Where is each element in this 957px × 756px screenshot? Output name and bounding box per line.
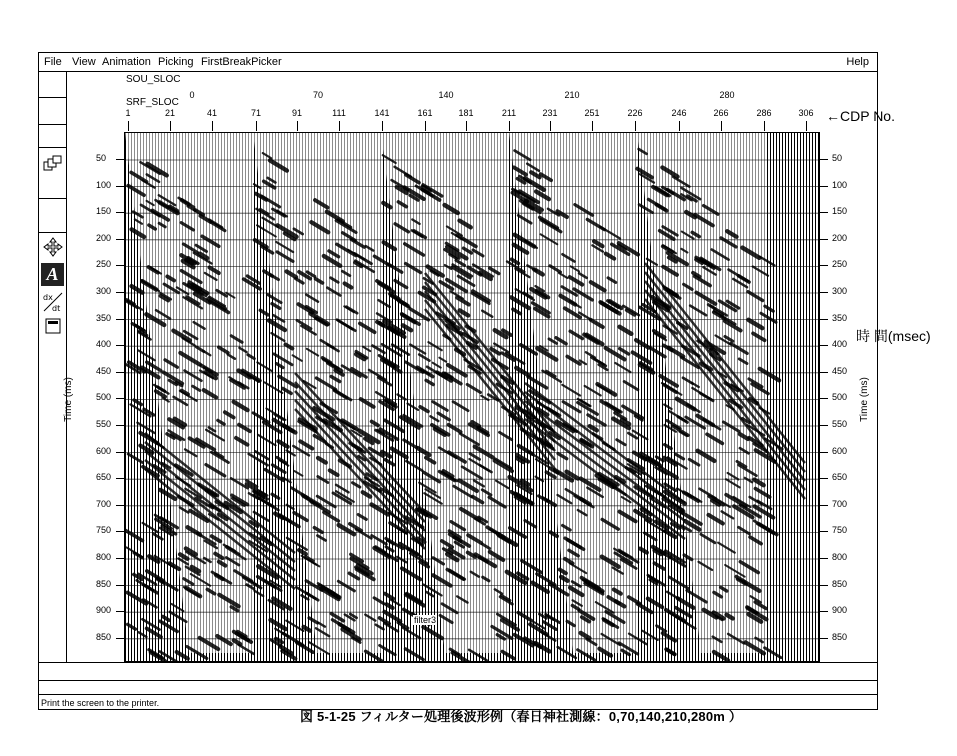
right-tick-mark xyxy=(820,239,828,240)
right-time-tick: 250 xyxy=(832,259,848,270)
left-tick-mark xyxy=(116,319,124,320)
srf-tick-mark xyxy=(339,121,340,131)
wavelet-mark xyxy=(714,652,728,661)
right-axis-title-wrap xyxy=(858,377,878,422)
wavelet-mark xyxy=(765,306,773,311)
right-tick-mark xyxy=(820,611,828,612)
menu-help[interactable]: Help xyxy=(846,56,869,68)
wavelet-mark xyxy=(172,604,184,611)
left-tick-mark xyxy=(116,292,124,293)
wavelet-mark xyxy=(265,382,283,393)
left-tick-mark xyxy=(116,425,124,426)
left-time-tick: 300 xyxy=(96,286,112,296)
wavelet-mark xyxy=(272,465,285,473)
sou-tick-label: 70 xyxy=(312,90,324,100)
srf-tick-label: 251 xyxy=(584,108,600,118)
right-time-tick: 850 xyxy=(832,631,848,642)
wavelet-mark xyxy=(384,623,398,631)
wavelet-mark xyxy=(132,286,143,293)
wavelet-mark xyxy=(765,648,781,658)
wavelet-mark xyxy=(391,600,400,605)
wavelet-mark xyxy=(517,458,523,462)
srf-tick-label: 21 xyxy=(164,108,176,118)
dx-dt-icon[interactable] xyxy=(41,290,64,313)
left-time-tick: 200 xyxy=(96,232,112,243)
right-tick-mark xyxy=(820,319,828,320)
srf-tick-mark xyxy=(425,121,426,131)
wavelet-mark xyxy=(380,645,396,654)
right-tick-mark xyxy=(820,186,828,187)
srf-tick-mark xyxy=(635,121,636,131)
right-tick-mark xyxy=(820,505,828,506)
left-tick-mark xyxy=(116,265,124,266)
wavelet-mark xyxy=(283,633,303,645)
wavelet-mark xyxy=(663,633,676,641)
wavelet-mark xyxy=(383,203,390,207)
wavelet-mark xyxy=(384,612,400,622)
right-axis-title: Time (ms) xyxy=(858,377,870,422)
right-tick-mark xyxy=(820,558,828,559)
right-tick-mark xyxy=(820,638,828,639)
wavelet-mark xyxy=(426,592,433,596)
status-message: Print the screen to the printer. xyxy=(41,698,160,708)
left-axis-title-wrap xyxy=(62,377,82,422)
right-tick-mark xyxy=(820,345,828,346)
left-tick-mark xyxy=(116,212,124,213)
wavelet-mark xyxy=(385,460,394,465)
srf-tick-mark xyxy=(509,121,510,131)
wavelet-mark xyxy=(139,632,147,637)
wavelet-mark xyxy=(512,259,519,263)
left-tick-mark xyxy=(116,159,124,160)
left-tick-mark xyxy=(116,478,124,479)
left-time-tick: 650 xyxy=(96,472,112,483)
right-time-tick: 300 xyxy=(832,286,848,296)
right-tick-mark xyxy=(820,292,828,293)
wavelet-mark xyxy=(386,547,393,551)
wavelet-mark xyxy=(254,512,268,521)
left-time-tick: 550 xyxy=(96,419,112,429)
left-time-tick: 450 xyxy=(96,365,112,376)
filter-label: filter3 xyxy=(414,615,437,625)
right-tick-mark xyxy=(820,585,828,586)
wavelet-mark xyxy=(644,533,656,540)
menu-view[interactable]: View xyxy=(72,56,96,68)
srf-tick-mark xyxy=(806,121,807,131)
wavelet-mark xyxy=(257,362,272,371)
wavelet-mark xyxy=(511,297,529,308)
wavelet-mark xyxy=(518,613,532,621)
svg-text:dx: dx xyxy=(42,292,53,302)
menu-file[interactable]: File xyxy=(44,56,62,68)
wavelet-mark xyxy=(385,594,393,599)
wavelet-mark xyxy=(128,454,142,462)
menu-picking[interactable]: Picking xyxy=(158,56,194,68)
srf-tick-label: 306 xyxy=(798,108,814,118)
wavelet-mark xyxy=(402,568,420,579)
wavelet-mark xyxy=(404,440,417,448)
wavelet-mark xyxy=(525,520,536,526)
right-tick-mark xyxy=(820,265,828,266)
right-tick-mark xyxy=(820,531,828,532)
right-tick-mark xyxy=(820,212,828,213)
wavelet-mark xyxy=(304,627,310,631)
srf-tick-mark xyxy=(170,121,171,131)
menu-firstbreakpicker[interactable]: FirstBreakPicker xyxy=(201,56,282,68)
wavelet-mark xyxy=(678,598,694,608)
left-tick-mark xyxy=(116,638,124,639)
wavelet-mark xyxy=(664,405,671,409)
srf-tick-label: 111 xyxy=(332,108,346,118)
sou-tick-label: 210 xyxy=(564,90,580,100)
wavelet-mark xyxy=(253,413,269,423)
srf-tick-mark xyxy=(679,121,680,131)
wavelet-mark xyxy=(546,614,560,622)
srf-tick-mark xyxy=(128,121,129,131)
left-tick-mark xyxy=(116,345,124,346)
wavelet-mark xyxy=(516,368,529,376)
left-tick-mark xyxy=(116,398,124,399)
wavelet-mark xyxy=(665,445,672,449)
wavelet-mark xyxy=(510,477,521,483)
right-time-tick: 700 xyxy=(832,498,848,509)
srf-tick-mark xyxy=(764,121,765,131)
right-time-tick: 150 xyxy=(832,206,848,217)
move-arrows-icon[interactable] xyxy=(41,235,64,258)
wavelet-mark xyxy=(657,626,666,632)
left-time-tick: 50 xyxy=(96,153,107,163)
wavelet-mark xyxy=(272,494,279,498)
wavelet-mark xyxy=(143,523,159,532)
time-msec-annotation: 時 間(msec) xyxy=(856,328,931,344)
wavelet-mark xyxy=(539,496,547,501)
srf-tick-mark xyxy=(550,121,551,131)
left-tick-mark xyxy=(116,452,124,453)
srf-tick-label: 1 xyxy=(125,108,131,118)
left-time-tick: 800 xyxy=(96,552,112,562)
right-time-tick: 800 xyxy=(832,552,848,562)
wavelet-mark xyxy=(384,242,395,249)
wavelet-mark xyxy=(271,620,286,629)
left-time-tick: 400 xyxy=(96,339,112,350)
srf-tick-mark xyxy=(466,121,467,131)
left-tick-mark xyxy=(116,558,124,559)
annotate-icon[interactable]: A xyxy=(41,263,64,286)
left-time-tick: 500 xyxy=(96,392,112,403)
wavelet-mark xyxy=(638,604,652,612)
wavelet-mark xyxy=(640,549,647,553)
cdp-annotation: ←CDP No. xyxy=(826,108,895,124)
wavelet-mark xyxy=(648,599,662,608)
left-time-tick: 700 xyxy=(96,498,112,509)
srf-tick-label: 266 xyxy=(713,108,729,118)
right-time-tick: 600 xyxy=(832,445,848,456)
right-time-tick: 350 xyxy=(832,312,848,323)
left-tick-mark xyxy=(116,505,124,506)
windows-icon[interactable] xyxy=(41,152,64,175)
right-tick-mark xyxy=(820,452,828,453)
wavelet-mark xyxy=(382,360,393,367)
wavelet-mark xyxy=(394,368,401,372)
wavelet-mark xyxy=(286,621,303,631)
left-tick-mark xyxy=(116,239,124,240)
wavelet-mark xyxy=(669,577,688,588)
wavelet-mark xyxy=(651,348,665,357)
left-time-tick: 350 xyxy=(96,312,112,323)
sou-tick-label: 280 xyxy=(719,90,735,100)
left-tick-mark xyxy=(116,186,124,187)
wavelet-mark xyxy=(537,574,555,585)
svg-text:dt: dt xyxy=(51,303,60,313)
right-time-tick: 200 xyxy=(832,232,848,243)
wavelet-mark xyxy=(144,585,158,593)
wavelet-mark xyxy=(278,441,287,447)
wavelet-mark xyxy=(405,649,423,660)
left-time-tick: 150 xyxy=(96,206,112,217)
srf-tick-mark xyxy=(256,121,257,131)
wavelet-mark xyxy=(254,591,263,596)
right-tick-mark xyxy=(820,159,828,160)
wavelet-mark xyxy=(163,617,169,621)
figure-caption: 図 5-1-25 フィルター処理後波形例（春日神社測線：0,70,140,210,280m ） xyxy=(300,709,743,724)
srf-tick-mark xyxy=(297,121,298,131)
left-time-tick: 100 xyxy=(96,179,112,190)
wavelet-mark xyxy=(532,583,547,592)
right-tick-mark xyxy=(820,425,828,426)
left-axis-title: Time (ms) xyxy=(62,377,74,422)
srf-tick-label: 181 xyxy=(458,108,474,118)
wavelet-mark xyxy=(666,649,675,654)
wavelet-mark xyxy=(266,408,285,419)
srf-tick-label: 41 xyxy=(206,108,218,118)
seismic-wiggle-display xyxy=(125,133,820,662)
wavelet-mark xyxy=(128,624,136,629)
left-tick-mark xyxy=(116,372,124,373)
wavelet-mark xyxy=(402,627,420,638)
srf-tick-label: 211 xyxy=(501,108,517,118)
right-time-tick: 50 xyxy=(832,153,843,163)
wavelet-mark xyxy=(406,461,422,470)
sou-tick-label: 140 xyxy=(438,90,454,100)
wavelet-mark xyxy=(513,309,520,313)
left-time-tick: 600 xyxy=(96,445,112,456)
right-tick-mark xyxy=(820,478,828,479)
left-time-tick: 850 xyxy=(96,578,112,589)
wavelet-mark xyxy=(170,612,186,622)
srf-sloc-label: SRF_SLOC xyxy=(126,97,179,108)
left-time-tick: 250 xyxy=(96,259,112,270)
wavelet-mark xyxy=(126,547,142,556)
right-time-tick: 900 xyxy=(832,605,848,616)
wavelet-mark xyxy=(260,310,268,315)
wavelet-mark xyxy=(154,534,163,539)
left-tick-mark xyxy=(116,531,124,532)
right-time-tick: 550 xyxy=(832,419,848,429)
srf-tick-label: 231 xyxy=(542,108,558,118)
wavelet-mark xyxy=(397,394,405,399)
seismic-section-panel[interactable] xyxy=(124,132,820,662)
wavelet-mark xyxy=(387,604,393,608)
status-bar xyxy=(39,662,877,709)
right-tick-mark xyxy=(820,372,828,373)
wavelet-mark xyxy=(453,653,472,662)
gather-mask xyxy=(381,133,509,653)
srf-tick-label: 286 xyxy=(756,108,772,118)
srf-tick-mark xyxy=(592,121,593,131)
wavelet-mark xyxy=(423,627,442,638)
wavelet-mark xyxy=(654,563,664,569)
srf-tick-label: 91 xyxy=(291,108,303,118)
wavelet-mark xyxy=(301,595,308,599)
srf-tick-mark xyxy=(212,121,213,131)
right-time-tick: 450 xyxy=(832,365,848,376)
sou-sloc-label: SOU_SLOC xyxy=(126,74,181,85)
wavelet-mark xyxy=(258,435,276,446)
srf-tick-label: 246 xyxy=(671,108,687,118)
right-time-tick: 500 xyxy=(832,392,848,403)
wavelet-mark xyxy=(397,557,406,562)
srf-tick-label: 71 xyxy=(250,108,262,118)
left-time-tick: 850 xyxy=(96,631,112,642)
printer-icon[interactable] xyxy=(41,314,64,337)
right-time-tick: 850 xyxy=(832,578,848,589)
wavelet-mark xyxy=(134,400,141,404)
wavelet-mark xyxy=(390,294,399,299)
srf-tick-label: 141 xyxy=(374,108,390,118)
srf-tick-label: 161 xyxy=(417,108,433,118)
srf-tick-mark xyxy=(382,121,383,131)
right-time-tick: 650 xyxy=(832,472,848,483)
left-tick-mark xyxy=(116,585,124,586)
menu-animation[interactable]: Animation xyxy=(102,56,151,68)
right-time-tick: 400 xyxy=(832,339,848,350)
wavelet-mark xyxy=(550,532,557,536)
srf-tick-mark xyxy=(721,121,722,131)
sou-tick-label: 0 xyxy=(189,90,195,100)
wavelet-mark xyxy=(522,561,542,573)
right-time-tick: 750 xyxy=(832,525,848,536)
wavelet-mark xyxy=(177,652,188,659)
wavelet-mark xyxy=(160,621,177,631)
tool-column xyxy=(39,72,67,662)
left-time-tick: 900 xyxy=(96,605,112,616)
menu-bar xyxy=(39,53,877,72)
left-time-tick: 750 xyxy=(96,525,112,536)
srf-tick-label: 226 xyxy=(627,108,643,118)
left-tick-mark xyxy=(116,611,124,612)
right-time-tick: 100 xyxy=(832,179,848,190)
right-tick-mark xyxy=(820,398,828,399)
